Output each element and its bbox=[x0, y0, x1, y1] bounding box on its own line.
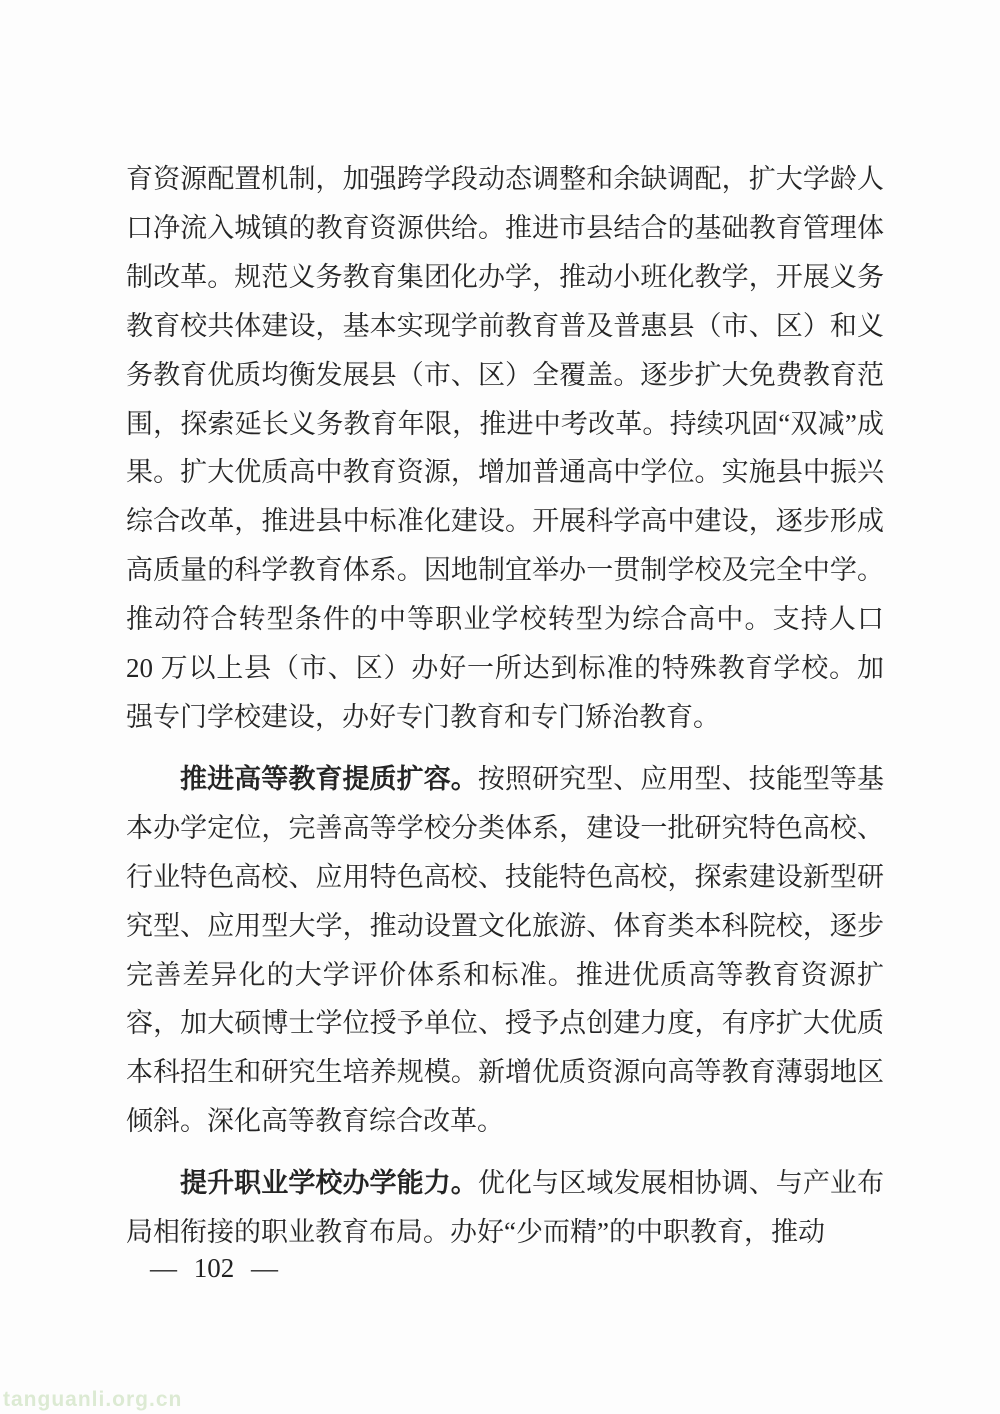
paragraph-lead: 提升职业学校办学能力。 bbox=[180, 1168, 478, 1199]
paragraph-lead: 推进高等教育提质扩容。 bbox=[180, 763, 478, 794]
body-text bbox=[126, 155, 884, 1257]
paragraph-vocational-schools bbox=[126, 1159, 884, 1257]
paragraph-continuation bbox=[126, 155, 884, 742]
paragraph-higher-education bbox=[126, 755, 884, 1146]
watermark-text: tanguanli.org.cn bbox=[3, 1388, 183, 1411]
page-number: — 102 — bbox=[150, 1253, 278, 1283]
paragraph-text: 育资源配置机制，加强跨学段动态调整和余缺调配，扩大学龄人口净流入城镇的教育资源供给。推进市县结合的基础教育管理体制改革。规范义务教育集团化办学，推动小班化教学，开展义务教育校共体建设，基本实现学前教育普及普惠县（市、区）和义务教育优质均衡发展县（市、区）全覆盖。逐步扩大免费教育范围，探索延长义务教育年限，推进中考改革。持续巩固“双减”成果。扩大优质高中教育资源，增加普通高中学位。实施县中振兴综合改革，推进县中标准化建设。开展科学高中建设，逐步形成高质量的科学教育体系。因地制宜举办一贯制学校及完全中学。推动符合转型条件的中等职业学校转型为综合高中。支持人口 20 万以上县（市、区）办好一所达到标准的特殊教育学校。加强专门学校建设，办好专门教育和专门矫治教育。 bbox=[126, 164, 884, 732]
paragraph-text: 优化与区域发展相协调、与产业布局相衔接的职业教育布局。办好“少而精”的中职教育，推动 bbox=[126, 1168, 885, 1248]
paragraph-text: 按照研究型、应用型、技能型等基本办学定位，完善高等学校分类体系，建设一批研究特色高校、行业特色高校、应用特色高校、技能特色高校，探索建设新型研究型、应用型大学，推动设置文化旅游、体育类本科院校，逐步完善差异化的大学评价体系和标准。推进优质高等教育资源扩容，加大硕博士学位授予单位、授予点创建力度，有序扩大优质本科招生和研究生培养规模。新增优质资源向高等教育薄弱地区倾斜。深化高等教育综合改革。 bbox=[126, 763, 885, 1137]
